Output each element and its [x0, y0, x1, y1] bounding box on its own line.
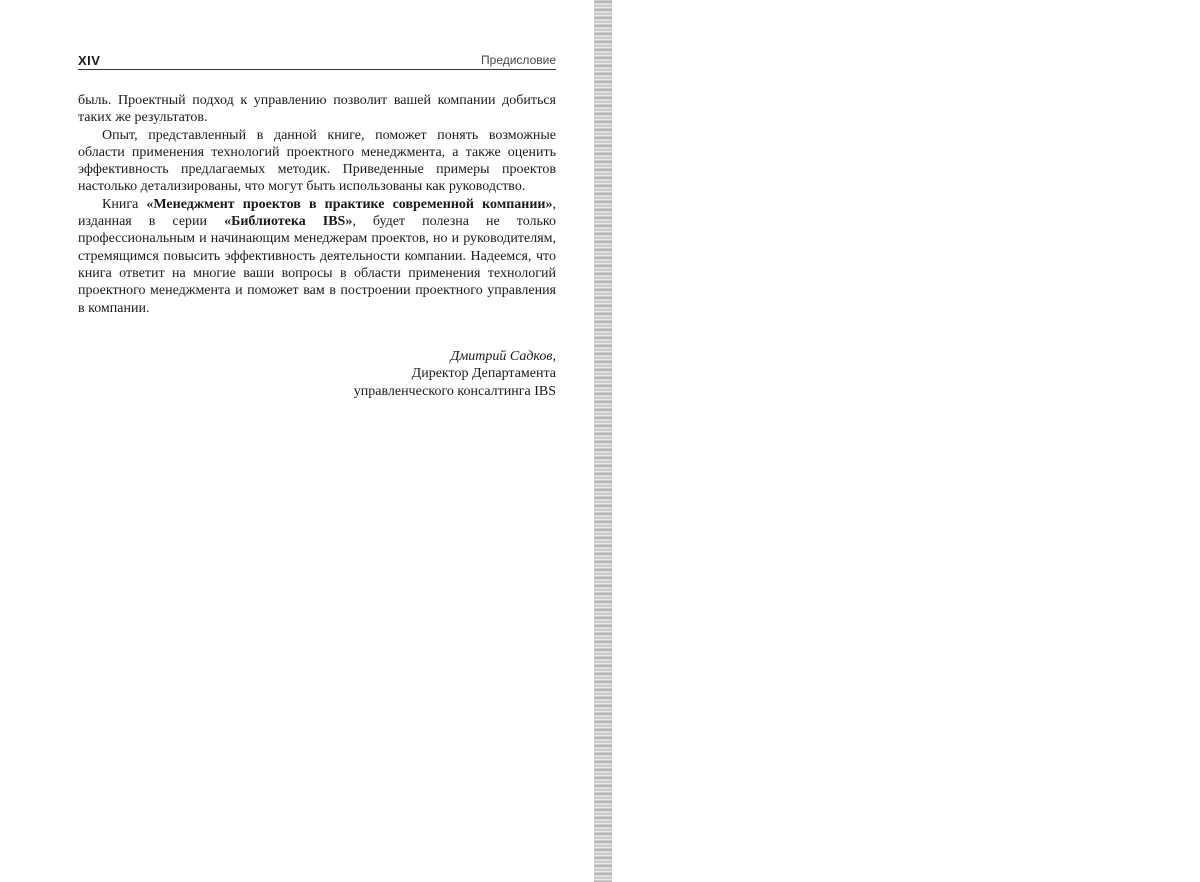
signature-block: [300, 348, 556, 400]
signature-name: Дмитрий Садков,: [450, 349, 556, 364]
book-paragraph-mid: , изданная в серии: [78, 196, 556, 230]
running-head-title: Предисловие: [481, 53, 556, 67]
book-paragraph: [78, 196, 556, 317]
book-paragraph-rest: , будет полезна не только профессиональным и начинающим менеджерам проектов, но и руководителям, стремящимся повысить эффективность деятельности компании. Надеемся, что книга ответит на многие ваши вопросы в области применения технологий проектного менеджмента и поможет вам в построении проектного управления в компании.: [78, 214, 557, 316]
page-number: XIV: [78, 53, 101, 68]
paragraph: Опыт, представленный в данной книге, поможет понять возможные области применения технологий проектного менеджмента, а также оценить эффективность предлагаемых методик. Приведенные примеры проектов настолько детализированы, что могут быть использованы как руководство.: [78, 127, 556, 195]
running-header: [78, 53, 556, 70]
book-gutter: [594, 0, 612, 882]
series-title: «Библиотека IBS»: [224, 214, 353, 230]
book-title: «Менеджмент проектов в практике современной компании»: [146, 196, 553, 212]
signature-department: управленческого консалтинга IBS: [353, 383, 556, 399]
left-page-body: [78, 92, 556, 317]
signature-position: Директор Департамента: [411, 366, 556, 382]
right-page: [620, 0, 1200, 882]
paragraph: быль. Проектный подход к управлению позволит вашей компании добиться таких же результатов.: [78, 93, 556, 126]
book-paragraph-lead: Книга: [102, 196, 147, 212]
